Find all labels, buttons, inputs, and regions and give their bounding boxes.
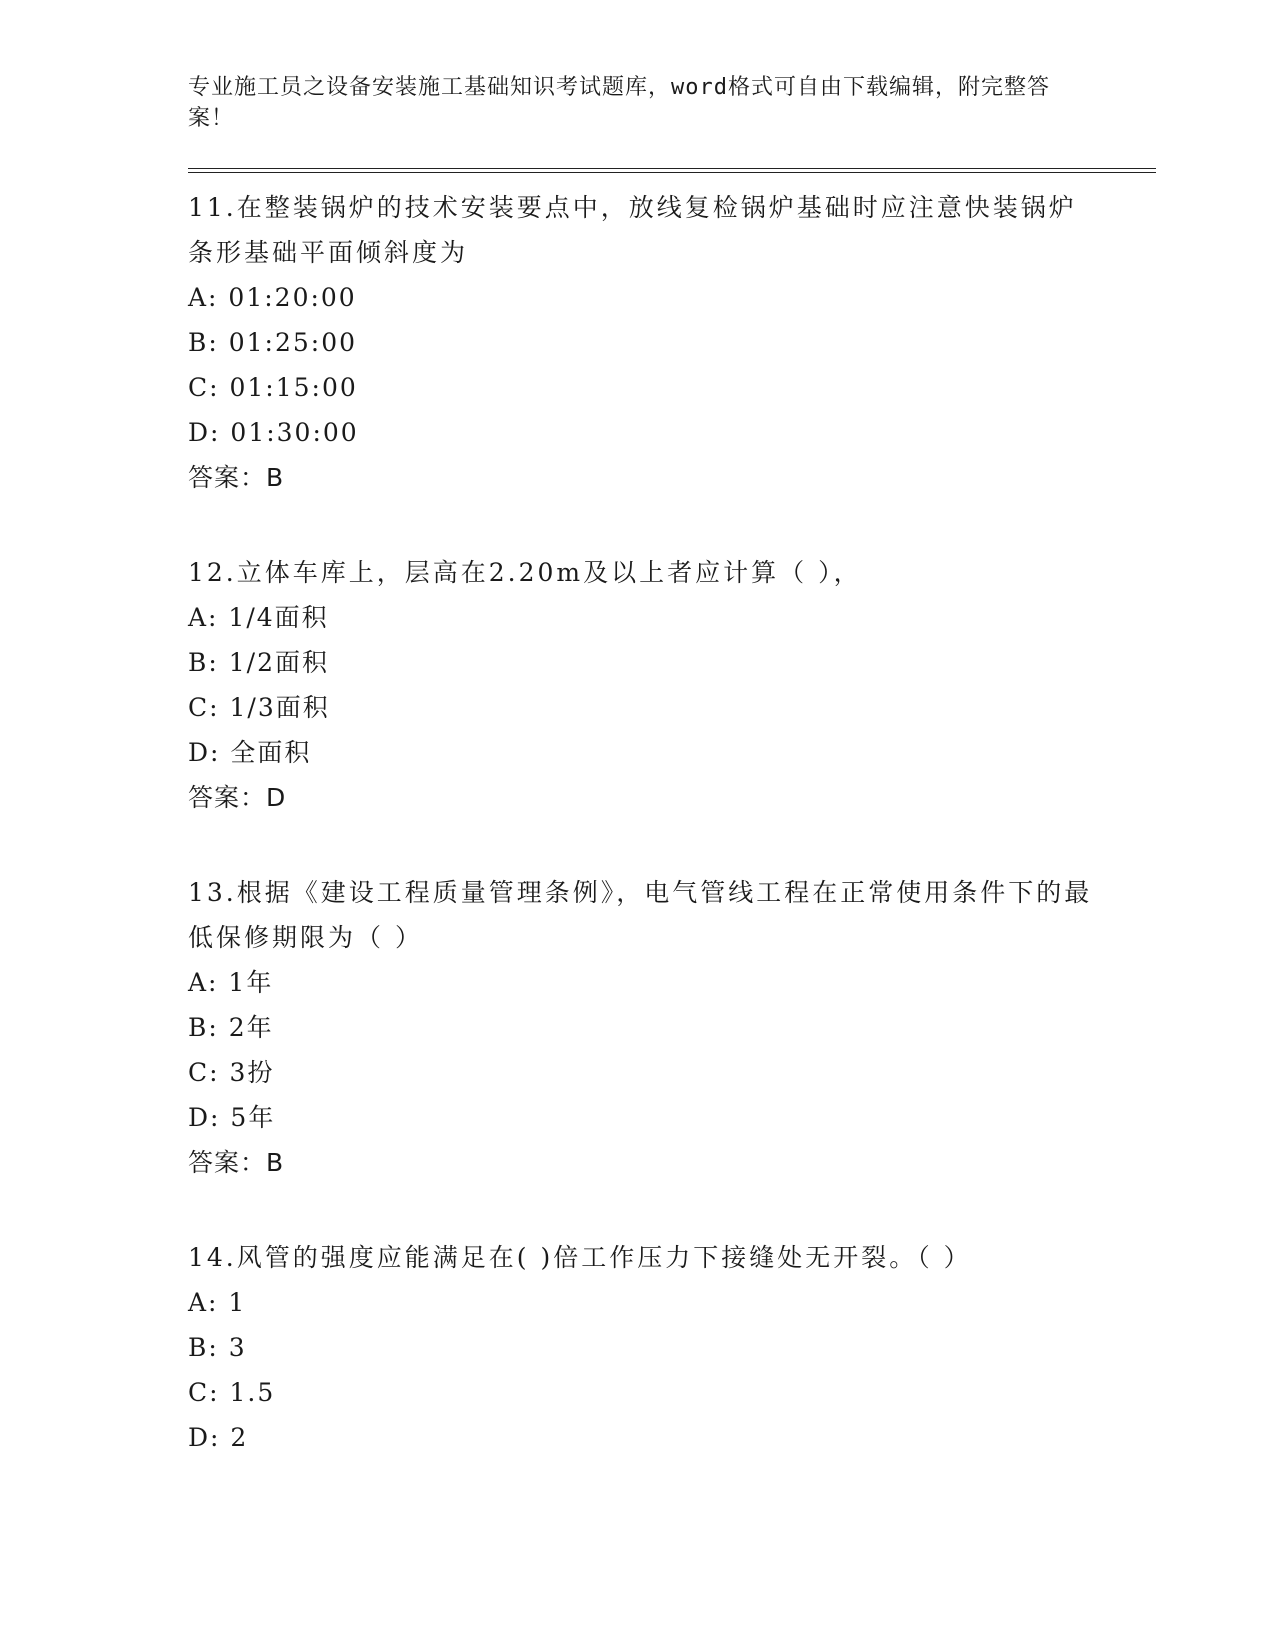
option-b: B: 2年 — [188, 1013, 274, 1042]
option-c: C: 1/3面积 — [188, 693, 330, 722]
question-item — [188, 550, 1158, 820]
option-a: A: 1年 — [188, 968, 274, 997]
document-header: 专业施工员之设备安装施工基础知识考试题库，word格式可自由下载编辑，附完整答案！ — [188, 75, 1050, 131]
question-stem: 12.立体车库上，层高在2.20m及以上者应计算（ ）， — [188, 558, 862, 587]
option-d: D: 5年 — [188, 1103, 276, 1132]
question-item — [188, 185, 1158, 500]
header-divider — [188, 168, 1156, 173]
option-d: D: 2 — [188, 1423, 249, 1452]
option-c: C: 3扮 — [188, 1058, 275, 1087]
question-stem: 13.根据《建设工程质量管理条例》，电气管线工程在正常使用条件下的最低保修期限为（ ） — [188, 878, 1093, 952]
question-item — [188, 870, 1158, 1185]
question-stem: 11.在整装锅炉的技术安装要点中，放线复检锅炉基础时应注意快装锅炉条形基础平面倾斜度为 — [188, 193, 1077, 267]
question-list — [188, 185, 1158, 1460]
option-a: A: 01:20:00 — [188, 283, 357, 312]
question-item — [188, 1235, 1158, 1460]
answer-line: 答案：B — [188, 1148, 285, 1177]
answer-line: 答案：B — [188, 463, 285, 492]
option-b: B: 3 — [188, 1333, 247, 1362]
option-a: A: 1 — [188, 1288, 247, 1317]
option-c: C: 1.5 — [188, 1378, 276, 1407]
document-page — [188, 72, 1158, 1460]
option-b: B: 01:25:00 — [188, 328, 358, 357]
question-stem: 14.风管的强度应能满足在( )倍工作压力下接缝处无开裂。（ ） — [188, 1243, 972, 1272]
option-b: B: 1/2面积 — [188, 648, 329, 677]
option-c: C: 01:15:00 — [188, 373, 358, 402]
answer-line: 答案：D — [188, 783, 287, 812]
option-d: D: 全面积 — [188, 738, 312, 767]
option-a: A: 1/4面积 — [188, 603, 329, 632]
option-d: D: 01:30:00 — [188, 418, 359, 447]
